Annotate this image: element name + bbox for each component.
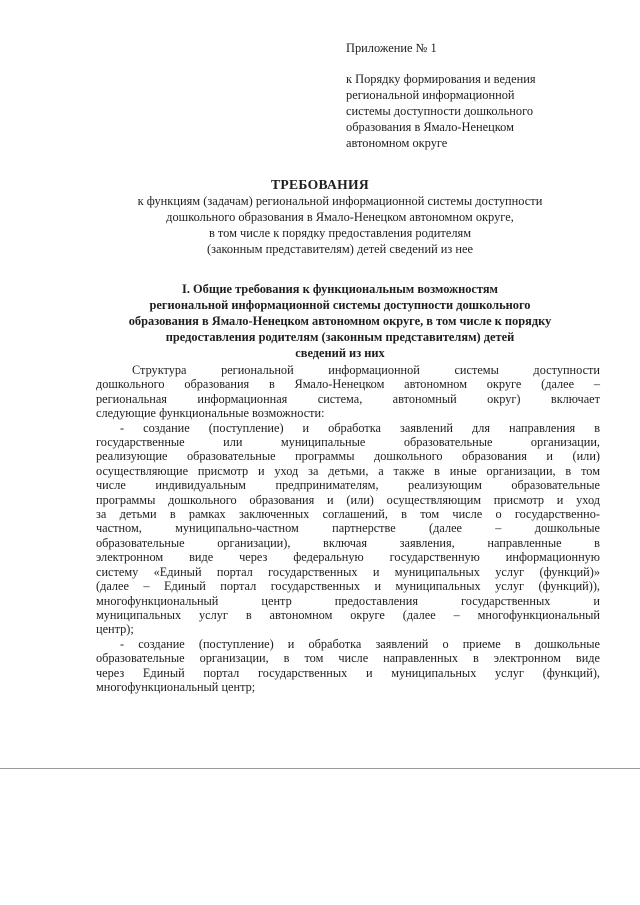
body-line: многофункциональный центр предоставления государственных и bbox=[96, 593, 600, 608]
body-line: следующие функциональные возможности: bbox=[96, 406, 325, 421]
appendix-line: системы доступности дошкольного bbox=[346, 104, 534, 118]
body-line: через Единый портал государственных и муниципальных услуг (функций), bbox=[96, 665, 600, 680]
body-line: муниципальных услуг в автономном округе (далее – многофункциональный bbox=[96, 607, 600, 622]
appendix-line: региональной информационной bbox=[346, 88, 515, 102]
section-heading-line: предоставления родителям (законным представителям) детей bbox=[165, 330, 515, 344]
body-line: - создание (поступление) и обработка заявлений о приеме в дошкольные bbox=[120, 636, 600, 651]
body-line: образовательные организации, в том числе направленных в электронном виде bbox=[96, 651, 600, 666]
section-heading-line: сведений из них bbox=[295, 346, 385, 360]
subtitle-line: в том числе к порядку предоставления родителям bbox=[208, 226, 472, 240]
section-heading-line: региональной информационной системы доступности дошкольного bbox=[149, 298, 531, 312]
body-line: (далее – Единый портал государственных и муниципальных услуг (функций)), bbox=[96, 579, 600, 594]
body-line: частном, муниципально-частном партнерстве (далее – дошкольные bbox=[96, 521, 600, 536]
subtitle-line: (законным представителям) детей сведений из нее bbox=[206, 242, 474, 256]
body-line: дошкольного образования в Ямало-Ненецком автономном округе (далее – bbox=[96, 377, 600, 392]
document-title: ТРЕБОВАНИЯ bbox=[271, 177, 369, 192]
body-line: электронном виде через федеральную государственную информационную bbox=[96, 550, 600, 565]
section-heading bbox=[80, 281, 600, 361]
body-line: региональная информационная система, автономный округ) включает bbox=[96, 391, 600, 406]
body-line: программы дошкольного образования и (или) осуществляющим присмотр и уход bbox=[96, 492, 600, 507]
body-line: образовательные организации), включая заявления, направленные в bbox=[96, 535, 600, 550]
body-line: реализующие образовательные программы дошкольного образования и (или) bbox=[96, 449, 600, 464]
body-line: центр); bbox=[96, 622, 134, 637]
body-line: осуществляющие присмотр и уход за детьми, а также в иные организации, в том bbox=[96, 463, 600, 478]
body-line: систему «Единый портал государственных и муниципальных услуг (функций)» bbox=[96, 564, 600, 579]
appendix-block bbox=[346, 40, 536, 151]
body-line: числе индивидуальным предпринимателям, реализующим образовательные bbox=[96, 478, 600, 493]
document-subtitle bbox=[80, 193, 600, 257]
body-text bbox=[96, 363, 600, 694]
subtitle-line: дошкольного образования в Ямало-Ненецком автономном округе, bbox=[166, 210, 514, 224]
body-line: Структура региональной информационной системы доступности bbox=[132, 363, 600, 377]
body-line: за детьми в рамках заключенных соглашений, в том числе о государственно- bbox=[96, 507, 600, 522]
section-heading-line: образования в Ямало-Ненецком автономном округе, в том числе к порядку bbox=[128, 314, 552, 328]
appendix-line: автономном округе bbox=[346, 136, 448, 150]
body-line: - создание (поступление) и обработка заявлений для направления в bbox=[120, 420, 600, 435]
section-heading-line: I. Общие требования к функциональным возможностям bbox=[182, 282, 498, 296]
body-line: государственные или муниципальные образовательные организации, bbox=[96, 435, 600, 450]
appendix-line: образования в Ямало-Ненецком bbox=[346, 120, 514, 134]
body-line: многофункциональный центр; bbox=[96, 679, 256, 694]
subtitle-line: к функциям (задачам) региональной информационной системы доступности bbox=[137, 194, 543, 208]
appendix-number: Приложение № 1 bbox=[346, 41, 437, 55]
appendix-line: к Порядку формирования и ведения bbox=[346, 72, 536, 86]
page-bottom-edge bbox=[0, 768, 640, 769]
